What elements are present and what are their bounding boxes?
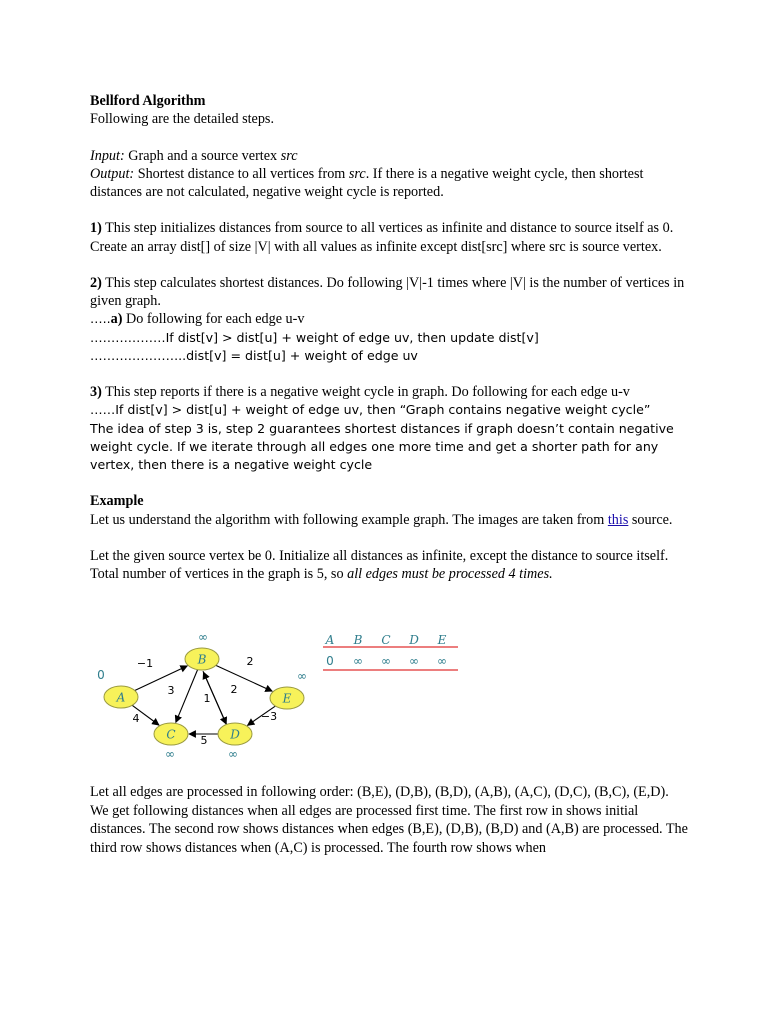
- input-text: Graph and a source vertex: [124, 147, 281, 164]
- example-text-1: Let us understand the algorithm with following example graph. The images are taken from: [90, 511, 608, 528]
- step2-number: 2): [90, 274, 102, 291]
- step1-number: 1): [90, 220, 102, 237]
- source-text: Let the given source vertex be 0. Initialize all distances as infinite, except the distance to source itself. Total number of vertices in the graph is 5, so: [90, 547, 669, 583]
- step2a-update: [90, 347, 690, 365]
- step3-number: 3): [90, 384, 102, 401]
- source-link[interactable]: this: [607, 511, 629, 528]
- doc-intro: Following are the detailed steps.: [90, 111, 275, 128]
- edge-weight-D-B: 1: [203, 692, 211, 705]
- input-label: Input:: [90, 147, 125, 164]
- edge-weight-B-E: 2: [246, 655, 254, 668]
- step3-condition: [90, 401, 690, 419]
- node-label-D: D: [230, 727, 240, 742]
- step2a-line: [90, 310, 690, 328]
- table-header-B: B: [353, 633, 363, 647]
- step3-paragraph: [90, 383, 690, 401]
- graph-figure: [90, 630, 470, 770]
- node-label-B: B: [197, 652, 207, 667]
- edge-weight-B-C: 3: [167, 684, 175, 697]
- table-header-D: D: [409, 633, 419, 647]
- step3-text: This step reports if there is a negative weight cycle in graph. Do following for each edge u-v: [101, 384, 630, 401]
- edge-weight-E-D: −3: [260, 710, 278, 723]
- table-cell-E: ∞: [437, 654, 447, 668]
- source-emphasis: all edges must be processed 4 times.: [347, 566, 553, 583]
- node-distance-D: ∞: [228, 747, 238, 761]
- step3-line-dots: ……: [90, 402, 116, 418]
- output-text-1: Shortest distance to all vertices from: [134, 165, 349, 182]
- table-header-A: A: [325, 633, 335, 647]
- table-cell-B: ∞: [353, 654, 363, 668]
- step2a-condition: [90, 329, 690, 347]
- table-cell-A: 0: [326, 654, 334, 668]
- table-cell-C: ∞: [381, 654, 391, 668]
- node-label-C: C: [166, 727, 176, 742]
- example-heading: Example: [90, 493, 144, 510]
- step3-idea: The idea of step 3 is, step 2 guarantees shortest distances if graph doesn’t contain negative weight cycle. If we iterate through all edges one more time and get a shorter path for any vertex, then there is a negative weight cycle: [90, 420, 674, 472]
- output-paragraph: [90, 165, 690, 201]
- edge-weight-B-D: 2: [230, 683, 238, 696]
- step3-line: If dist[v] > dist[u] + weight of edge uv, then “Graph contains negative weight cycle”: [115, 402, 651, 418]
- document-body: [90, 92, 690, 583]
- step1-paragraph: [90, 219, 690, 255]
- edge-weight-A-B: −1: [136, 657, 154, 670]
- source-paragraph: [90, 547, 690, 583]
- step2a-line1-dots: ………………: [90, 329, 166, 345]
- node-label-E: E: [282, 691, 292, 706]
- edge-weight-A-C: 4: [132, 712, 140, 725]
- output-text-2: . If there is a negative weight cycle, then shortest distances are not calculated, negative weight cycle is reported.: [90, 165, 644, 200]
- step2a-line2-dots: …………………..: [90, 347, 187, 363]
- graph-edge-B-C: [176, 670, 198, 723]
- step2-text: This step calculates shortest distances. Do following |V|-1 times where |V| is the number of vertices in given graph.: [90, 274, 685, 310]
- graph-svg: [90, 630, 470, 770]
- edge-weight-D-C: 5: [200, 734, 208, 747]
- node-distance-E: ∞: [297, 669, 307, 683]
- step2a-dots: …..: [90, 311, 111, 327]
- step2-paragraph: [90, 274, 690, 310]
- example-text-2: source.: [628, 511, 673, 528]
- node-distance-C: ∞: [165, 747, 175, 761]
- edge-order-paragraph: Let all edges are processed in following order: (B,E), (D,B), (B,D), (A,B), (A,C), (D,C), (B,C), (E,D). We get following distances when all edges are processed first time. The first row in shows initial distances. The second row shows distances when edges (B,E), (D,B), (B,D) and (A,B) are processed. The third row shows distances when (A,C) is processed. The fourth row shows when: [90, 784, 688, 856]
- input-src: src: [280, 147, 298, 164]
- node-distance-A: 0: [97, 668, 105, 682]
- step1-text: This step initializes distances from source to all vertices as infinite and distance to source itself as 0. Create an array dist[] of size |V| with all values as infinite except dist[src] where src is source vertex.: [90, 220, 674, 255]
- step2a-label: a): [110, 311, 123, 328]
- node-distance-B: ∞: [198, 630, 208, 644]
- node-label-A: A: [116, 690, 126, 705]
- output-src: src: [348, 165, 366, 182]
- table-header-C: C: [381, 633, 391, 647]
- step2a-line2: dist[v] = dist[u] + weight of edge uv: [186, 347, 418, 363]
- step2a-line1: If dist[v] > dist[u] + weight of edge uv, then update dist[v]: [165, 329, 539, 345]
- graph-edge-B-E: [216, 665, 272, 691]
- table-header-E: E: [437, 633, 447, 647]
- table-cell-D: ∞: [409, 654, 419, 668]
- step2a-text: Do following for each edge u-v: [122, 311, 305, 328]
- output-label: Output:: [90, 165, 135, 182]
- doc-title: Bellford Algorithm: [90, 93, 206, 109]
- example-paragraph: [90, 511, 690, 529]
- input-line: [90, 147, 690, 165]
